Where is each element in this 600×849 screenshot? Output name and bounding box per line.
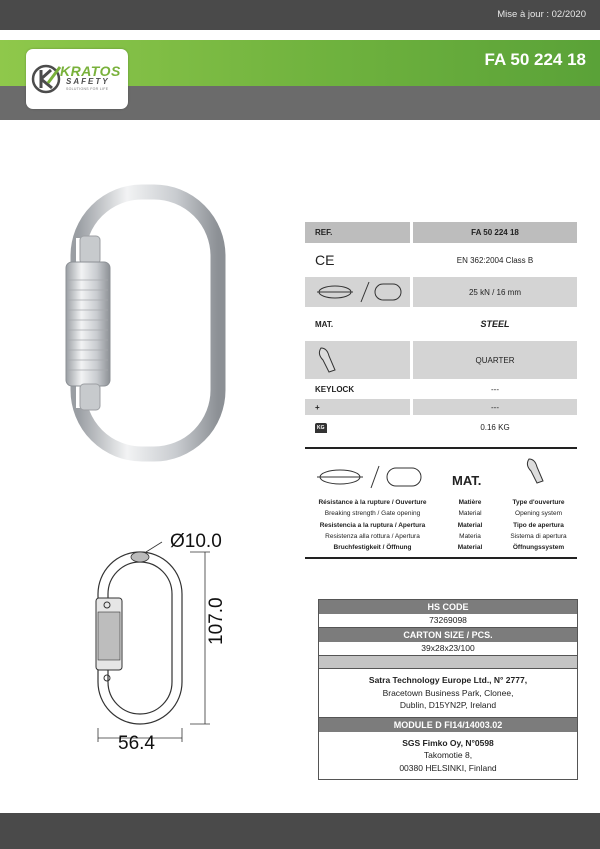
- legend-text: Resistencia a la ruptura / Apertura: [319, 521, 426, 529]
- certifier-1-address: Bracetown Business Park, Clonee,: [382, 687, 514, 698]
- ref-value: FA 50 224 18: [413, 222, 577, 243]
- weight-value: 0.16 KG: [480, 423, 510, 432]
- carabiner-photo: [60, 180, 240, 470]
- legend-text: Material: [458, 510, 482, 518]
- legend-block: [305, 447, 577, 559]
- legend-text: Opening system: [515, 510, 562, 518]
- top-bar: [0, 0, 600, 30]
- legend-col-material: [440, 497, 500, 553]
- footer-bar: [0, 813, 600, 849]
- module-label: MODULE D FI14/14003.02: [319, 718, 577, 732]
- logo-tagline: SOLUTIONS FOR LIFE: [66, 87, 109, 91]
- spec-row-weight: [305, 417, 577, 438]
- hs-code-value: 73269098: [319, 614, 577, 628]
- technical-drawing: [80, 530, 280, 750]
- weight-icon-text: KG: [317, 424, 325, 431]
- certifier-2: [319, 732, 577, 780]
- certifier-1: [319, 669, 577, 718]
- update-date: Mise à jour : 02/2020: [497, 9, 586, 20]
- legend-mat-title: MAT.: [452, 473, 482, 488]
- spec-table: [305, 222, 577, 440]
- spec-row-strength: [305, 277, 577, 307]
- product-reference-title: FA 50 224 18: [484, 50, 586, 69]
- legend-col-opening: [500, 497, 577, 553]
- height-dimension: 107.0: [206, 597, 227, 645]
- legend-text: Résistance à la rupture / Ouverture: [318, 499, 427, 506]
- weight-icon: [305, 417, 410, 438]
- spec-row-ref: [305, 222, 577, 243]
- legend-text: Tipo de apertura: [513, 521, 564, 529]
- info-table: [318, 599, 578, 780]
- spec-row-material: [305, 309, 577, 339]
- legend-text: Breaking strength / Gate opening: [324, 510, 421, 518]
- certifier-1-name: Satra Technology Europe Ltd., N° 2777,: [368, 675, 528, 685]
- ref-label: REF.: [305, 222, 410, 243]
- spec-row-keylock: [305, 381, 577, 397]
- legend-text: Öffnungssystem: [512, 544, 565, 552]
- opening-legend-icon: [523, 455, 547, 487]
- opening-value: QUARTER: [413, 341, 577, 379]
- carton-value: 39x28x23/100: [319, 642, 577, 656]
- legend-col-strength: [305, 497, 440, 553]
- spec-row-plus: [305, 399, 577, 415]
- norm-value: EN 362:2004 Class B: [456, 255, 534, 265]
- legend-text: Sistema di apertura: [510, 532, 567, 540]
- certifier-2-name: SGS Fimko Oy, N°0598: [402, 737, 494, 748]
- legend-text: Matière: [458, 499, 482, 506]
- kratos-logo: [26, 49, 128, 109]
- strength-legend-icon: [315, 464, 425, 490]
- width-dimension: 56.4: [118, 733, 155, 754]
- certifier-2-address: Takomotie 8,: [423, 750, 473, 760]
- spec-row-norm: [305, 245, 577, 275]
- keylock-value: ---: [491, 384, 499, 394]
- material-label: MAT.: [315, 319, 334, 329]
- legend-text: Type d'ouverture: [512, 499, 565, 506]
- legend-text: Material: [457, 521, 483, 529]
- plus-label: +: [305, 399, 410, 415]
- logo-sub: SAFETY: [66, 77, 110, 86]
- logo-name: KRATOS: [60, 63, 121, 79]
- opening-icon: [305, 341, 410, 379]
- table-spacer: [319, 656, 577, 669]
- strength-value: 25 kN / 16 mm: [413, 277, 577, 307]
- ce-mark-icon: CE: [315, 252, 335, 268]
- carton-label: CARTON SIZE / PCS.: [319, 628, 577, 642]
- diameter-dimension: Ø10.0: [170, 531, 222, 552]
- certifier-1-city: Dublin, D15YN2P, Ireland: [399, 700, 497, 710]
- keylock-label: KEYLOCK: [315, 384, 355, 394]
- plus-value: ---: [413, 399, 577, 415]
- legend-text: Materia: [459, 532, 481, 540]
- legend-text: Resistenza alla rottura / Apertura: [325, 532, 420, 540]
- legend-text: Bruchfestigkeit / Öffnung: [333, 544, 412, 552]
- hs-code-label: HS CODE: [319, 600, 577, 614]
- steel-logo: STEEL: [480, 319, 510, 329]
- spec-row-opening: [305, 341, 577, 379]
- legend-text: Material: [457, 544, 483, 552]
- strength-icon: [305, 277, 410, 307]
- certifier-2-city: 00380 HELSINKI, Finland: [399, 762, 497, 773]
